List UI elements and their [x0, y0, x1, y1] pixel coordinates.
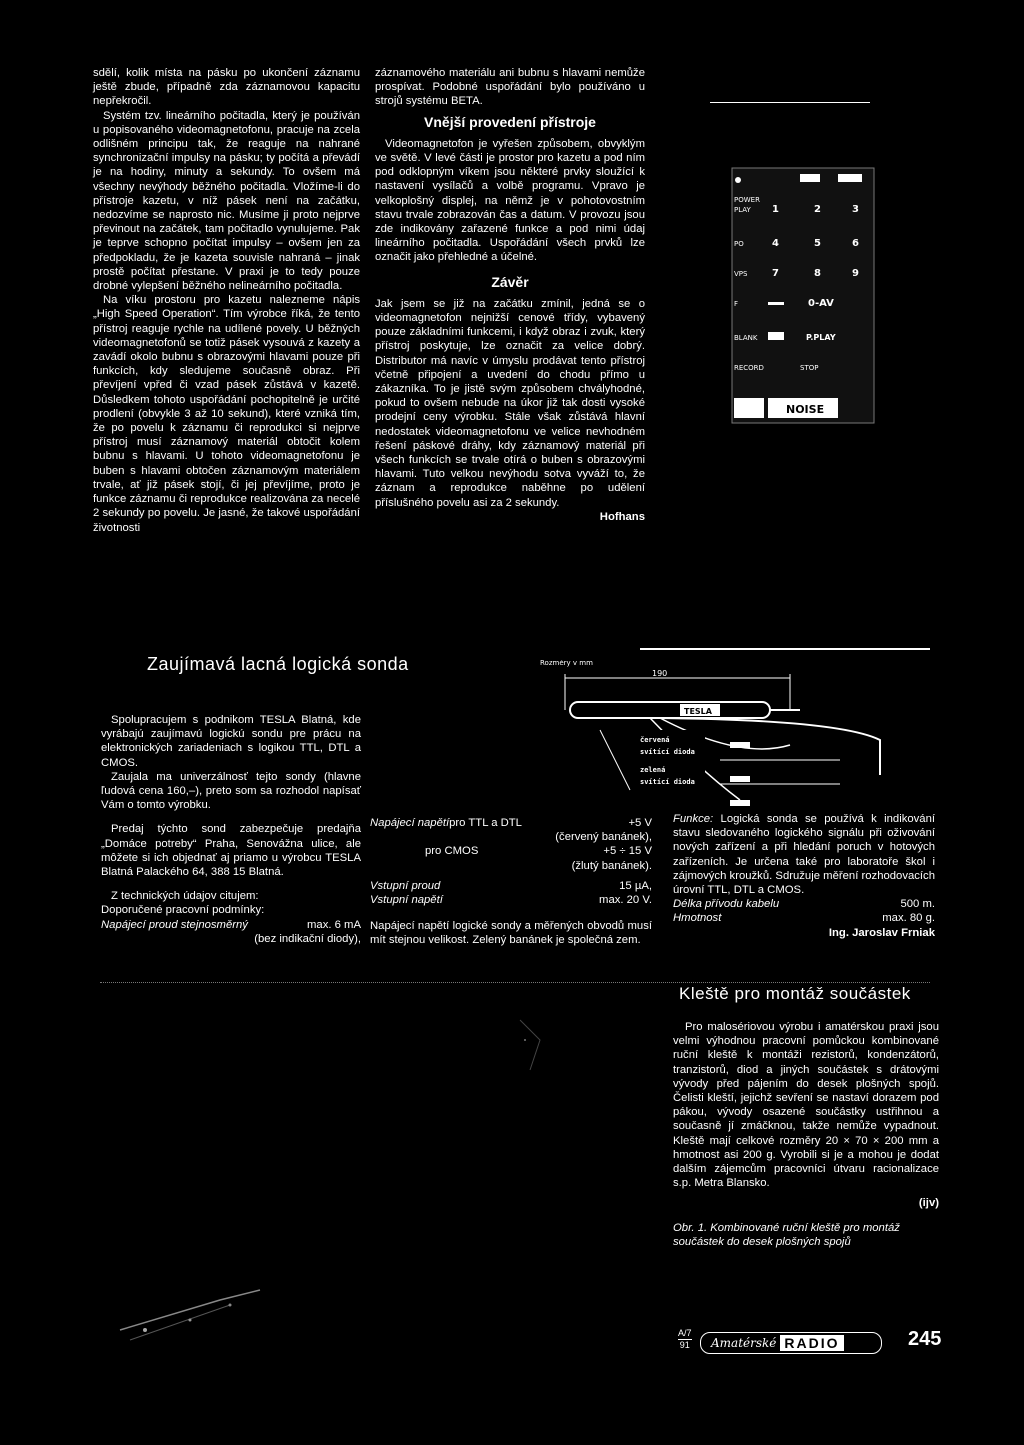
diagram-label: zelená [640, 766, 666, 774]
paragraph: Na víku prostoru pro kazetu nalezneme nápis „High Speed Operation“. Tím výrobce říká, že tento přístroj reaguje rychle na udílené povely. U běžných videomagnetofonů se totiž pásek vysouvá z kazety a zavádí okolo bubnu s obrazovými hlavami pouze při funkcích, kdy sledujeme současně obraz. Při převíjení vpřed či vzad pásek zůstává v kazetě. Důsledkem tohoto uspořádání pochopitelně je určité prodlení (obvykle 3 až 10 sekund), které vzniká tím, že po povelu k záznamu či reprodukci si nejprve přístroj musí záznamový materiál obtočit kolem bubnu s hlavami. U tohoto videomagnetofonu je buben s hlavami obtočen záznamovým materiálem trvale, ať již pásek stojí, či jej převíjíme, proto je funkce záznamu či reprodukce realizována za necelé 2 sekundy po povelu. Je jasné, že takové uspořádání životnosti [93, 294, 360, 534]
remote-label: NOISE [786, 403, 825, 416]
remote-key: 5 [814, 238, 821, 249]
remote-label: POWER [734, 196, 760, 204]
probe-brand: TESLA [684, 707, 712, 716]
paragraph: Videomagnetofon je vyřešen způsobem, obvyklým ve světě. V levé části je prostor pro kazetu a pod ním pod odklopným víkem jsou některé prvky sloužící k nastavení vysílačů a volbě programu. Vpravo je velkoplošný displej, na němž je v pohotovostním stavu trvale zobrazován čas a datum. V provozu jsou zde indikovány zařazené funkce a pod nimi údaj lineárního počitadla. Uspořádání všech prvků lze označit jako přehledné a účelné. [375, 137, 645, 264]
column-2 [375, 66, 645, 524]
pliers-photo [100, 1000, 660, 1400]
paragraph: Funkce: Logická sonda se používá k indikování stavu sledovaného logického signálu při oživování nových zařízení a při hledání poruch v hotových zařízeních. Je určena také pro laboratoře škol i zájmových kroužků. Sdružuje měření rozhodovacích úrovní TTL, DTL a CMOS. [673, 813, 936, 897]
figure-caption: Obr. 1. Kombinované ruční kleště pro montáž součástek do desek plošných spojů [673, 1221, 900, 1248]
probe-column-2 [370, 816, 652, 948]
section-heading: Vnější provedení přístroje [424, 113, 596, 130]
dimension-label: 190 [652, 669, 668, 678]
diagram-label: svítící dioda [640, 778, 695, 786]
article-title: Kleště pro montáž součástek [679, 984, 911, 1003]
author-signature: Ing. Jaroslav Frniak [828, 926, 935, 939]
pliers-column [673, 1020, 939, 1249]
remote-label: BLANK [734, 334, 758, 342]
section-divider [640, 648, 930, 650]
column-1 [93, 66, 360, 535]
diagram-caption: Rozměry v mm [540, 660, 593, 667]
remote-key: 2 [814, 204, 821, 215]
remote-label: PLAY [734, 206, 751, 214]
probe-column-1 [101, 713, 361, 946]
paragraph: Predaj týchto sond zabezpečuje predajňa „Domáce potreby“ Praha, Senovážna ulice, ale môžete si ich objednať aj priamo u výrobcu TESLA Blatná Palackého 64, 388 15 Blatná. [101, 823, 361, 879]
article-title: Zaujímavá lacná logická sonda [147, 654, 409, 674]
diagram-label: červená [640, 736, 670, 744]
spec-row: Napájecí napětípro TTL a DTL +5 V [370, 817, 652, 829]
remote-key: 3 [852, 204, 859, 215]
issue-number: A/7 91 [678, 1328, 692, 1350]
section-divider [100, 982, 930, 983]
remote-key: 8 [814, 268, 821, 279]
remote-key: 9 [852, 268, 859, 279]
spec-row: pro CMOS +5 ÷ 15 V [425, 845, 652, 858]
probe-column-3 [673, 812, 935, 940]
spec-row: Napájecí proud stejnosměrný max. 6 mA [101, 918, 361, 931]
page-number: 245 [908, 1328, 942, 1350]
paragraph: Doporučené pracovní podmínky: [101, 904, 265, 917]
paragraph: Systém tzv. lineárního počitadla, který je používán u popisovaného videomagnetofonu, pracuje na zcela odlišném principu tak, že reaguje na nahrané synchronizační impulsy na pásku; ty počítá a převádí je na hodiny, minuty a sekundy. To ovšem má všechny nevýhody běžného počitadla. Vložíme-li do přístroje kazetu, v níž pásek není na začátku, nedozvíme se naprosto nic. Musíme ji proto nejprve převinout na začátek, tam počitadlo vynulujeme. Pak je teprve schopno počítat impulsy – ovšem jen za předpokladu, že je kazeta souvisle nahraná – jinak prostě počítat přestane. V praxi je to tedy pouze drobné vylepšení běžného nelineárního počitadla. [93, 109, 360, 293]
spec-row: Vstupní proud 15 µA, [370, 879, 652, 892]
paragraph: Pro malosériovou výrobu i amatérskou praxi jsou velmi výhodnou pracovní pomůckou kombinované ruční kleště k montáži rezistorů, kondenzátorů, tranzistorů, diod a jiných součástek s drátovými vývody před pájením do desek plošných spojů. Čelisti kleští, jejichž sevření se nastaví dorazem pod pákou, vývody osazené součástky ustřihnou a současně jí zmáčknou, takže nemůže vypadnout. Kleště mají celkové rozměry 20 × 70 × 200 mm a hmotnost asi 200 g. Vyrobili si je a mohou je dodat dalším zájemcům pracovníci útvaru racionalizace s.p. Metra Blansko. [673, 1021, 939, 1190]
magazine-logo: Amatérské RADIO [700, 1332, 882, 1354]
remote-key: 1 [772, 204, 779, 215]
remote-key: 4 [772, 238, 779, 249]
spec-row: Hmotnost max. 80 g. [673, 912, 935, 925]
paragraph: Z technických údajov citujem: [111, 890, 259, 903]
remote-label: VPS [734, 270, 748, 278]
paragraph: Zaujala ma univerzálnosť tejto sondy (hlavne ľudová cena 160,–), preto som sa rozhodol napísať Vám o tomto výrobku. [101, 770, 361, 812]
paragraph: Jak jsem se již na začátku zmínil, jedná se o videomagnetofon nejnižší cenové třídy, vybavený pouze základními funkcemi, i když obraz i zvuk, který přístroj poskytuje, lze označit za velice dobrý. Distributor má navíc v úmyslu prodávat tento přístroj včetně připojení a uvedení do chodu přímo u zákazníka. To je jistě svým způsobem chvályhodné, pokud to ovšem nebude na úkor již tak dosti vysoké prodejní ceny výrobku. Stále však zůstává hlavní nedostatek videomagnetofonu ve velice nevhodném řešení páskové dráhy, kdy záznamový materiál při všech funkcích se trvale otírá o buben s obrazovými hlavami. Tuto velkou nevýhodu sotva vyváží to, že záznam a reprodukce naběhne po udělení příslušného povelu asi za 2 sekundy. [375, 297, 645, 509]
paragraph: záznamového materiálu ani bubnu s hlavami nemůže prospívat. Podobné uspořádání bylo používáno u strojů systému BETA. [375, 67, 645, 108]
paragraph: Napájecí napětí logické sondy a měřených obvodů musí mít stejnou velikost. Zelený banánek je společná zem. [370, 920, 652, 947]
section-heading: Závěr [491, 273, 529, 290]
spec-row: (žlutý banánek). [571, 859, 652, 872]
spec-row: Délka přívodu kabelu 500 m. [673, 898, 935, 911]
author-signature: Hofhans [599, 510, 645, 523]
remote-label: F [734, 300, 739, 308]
remote-key: 6 [852, 238, 859, 249]
spec-note: (bez indikační diody), [254, 932, 361, 945]
remote-label: RECORD [734, 364, 764, 372]
diagram-label: svítící dioda [640, 748, 695, 756]
paragraph: sdělí, kolik místa na pásku po ukončení záznamu ještě zbude, případně zda záznamovou kapacitu nepřekročil. [93, 67, 360, 108]
decor-rule [710, 102, 870, 103]
remote-key: 7 [772, 268, 779, 279]
remote-key: P.PLAY [806, 333, 836, 342]
remote-key: 0-AV [808, 298, 834, 309]
spec-row: Vstupní napětí max. 20 V. [370, 894, 652, 907]
remote-label: PO [734, 240, 744, 248]
paragraph: Spolupracujem s podnikom TESLA Blatná, kde vyrábajú zaujímavú logickú sondu pre prácu na elektronických zariadeniach s logikou TTL, DTL a CMOS. [101, 714, 361, 769]
spec-row: (červený banánek), [555, 831, 652, 844]
remote-control-photo [728, 160, 878, 435]
author-signature: (ijv) [918, 1197, 939, 1210]
probe-diagram [540, 660, 900, 820]
remote-label: STOP [800, 364, 819, 372]
